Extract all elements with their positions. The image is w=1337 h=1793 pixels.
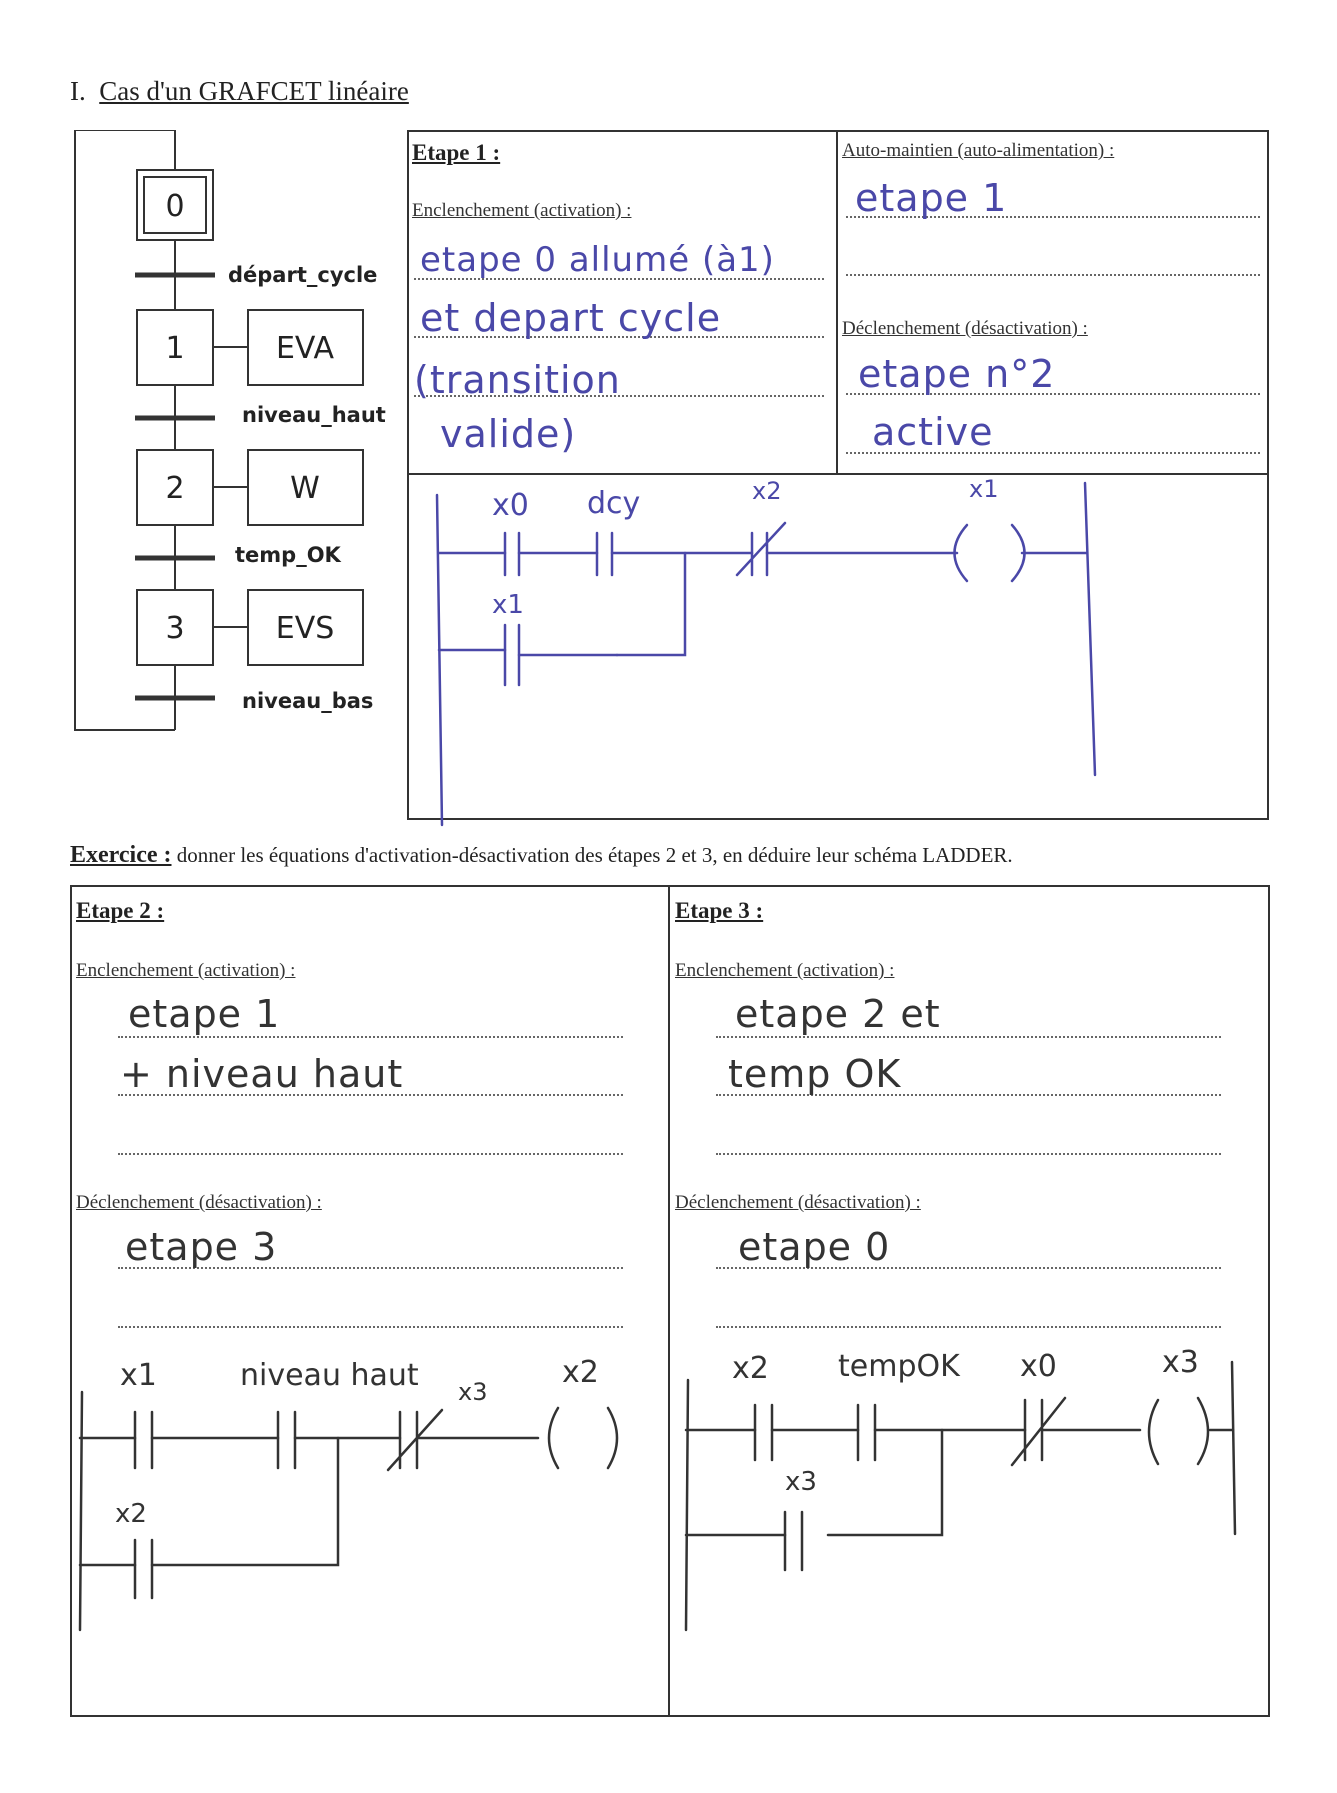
etape2-ladder-hold-contact bbox=[135, 1540, 152, 1598]
etape3-ladder-label-1: x2 bbox=[732, 1351, 769, 1386]
etape2-ladder-coil-right bbox=[608, 1408, 617, 1468]
grafcet-step-1-label: 1 bbox=[165, 331, 185, 366]
etape3-ladder-hold-label: x3 bbox=[785, 1467, 817, 1497]
section-number: I. bbox=[70, 76, 86, 106]
etape3-ladder-coil-label: x3 bbox=[1162, 1345, 1199, 1380]
etape1-enclenchement-line-4: valide) bbox=[440, 412, 577, 456]
grafcet-action-1-label: EVA bbox=[275, 331, 335, 366]
etape3-declenchement-label: Déclenchement (désactivation) : bbox=[675, 1192, 921, 1213]
etape1-ladder-right-rail bbox=[1085, 483, 1095, 775]
etape3-ladder-hold-contact bbox=[785, 1512, 802, 1570]
etape1-ladder-hold-label: x1 bbox=[492, 590, 524, 620]
etape2-ladder-label-1: x1 bbox=[120, 1358, 157, 1393]
etape1-ladder-left-rail bbox=[437, 495, 442, 825]
etape1-ladder-contact-2 bbox=[597, 533, 612, 575]
etape2-ladder-hold-label: x2 bbox=[115, 1499, 147, 1529]
etape3-ladder-coil-right bbox=[1198, 1398, 1208, 1464]
etape2-ladder-coil-label: x2 bbox=[562, 1355, 599, 1390]
etape3-ladder bbox=[670, 1340, 1268, 1640]
grafcet-step-2-label: 2 bbox=[165, 471, 185, 506]
etape1-declenchement-label: Déclenchement (désactivation) : bbox=[842, 318, 1088, 339]
etape1-ladder-hold-contact bbox=[505, 625, 519, 685]
etape1-auto-label: Auto-maintien (auto-alimentation) : bbox=[842, 140, 1115, 161]
etape3-ladder-contact-2 bbox=[858, 1405, 875, 1460]
etape2-ladder-contact-1 bbox=[135, 1412, 152, 1468]
etape1-auto-line-1: etape 1 bbox=[855, 176, 1008, 220]
exercice-label: Exercice : bbox=[70, 842, 172, 868]
etape1-ladder-label-2: dcy bbox=[587, 486, 641, 521]
etape2-enclenchement-line-2: + niveau haut bbox=[120, 1052, 404, 1096]
etape2-ladder-coil-left bbox=[549, 1408, 558, 1468]
etape1-declenchement-line-2: active bbox=[872, 410, 994, 454]
etape3-header: Etape 3 : bbox=[675, 898, 764, 923]
grafcet-transition-3-label: niveau_bas bbox=[242, 689, 374, 713]
etape1-enclenchement-label: Enclenchement (activation) : bbox=[412, 200, 632, 221]
grafcet-action-2-label: W bbox=[290, 471, 320, 506]
etape1-header: Etape 1 : bbox=[412, 140, 501, 165]
etape1-ladder-contact-1 bbox=[505, 533, 519, 575]
section-title bbox=[70, 76, 409, 107]
etape1-enclenchement-line-3: (transition bbox=[414, 358, 621, 402]
etape1-ladder-contact-3 bbox=[737, 523, 785, 575]
grafcet-transition-2-label: temp_OK bbox=[235, 543, 341, 567]
etape3-ladder-label-2: tempOK bbox=[838, 1349, 960, 1384]
etape2-ladder-contact-2 bbox=[278, 1412, 295, 1468]
etape3-enclenchement-label: Enclenchement (activation) : bbox=[675, 960, 895, 981]
etape1-column-divider bbox=[836, 130, 838, 473]
grafcet-loop-line bbox=[75, 130, 175, 730]
etape2-ladder-label-2: niveau haut bbox=[240, 1358, 419, 1393]
etape1-ladder-label-1: x0 bbox=[492, 488, 529, 523]
etape2-enclenchement-line-1: etape 1 bbox=[128, 992, 281, 1036]
etape3-ladder-left-rail bbox=[686, 1380, 688, 1630]
section-title-text: Cas d'un GRAFCET linéaire bbox=[99, 76, 409, 106]
etape2-ladder-left-rail bbox=[80, 1392, 82, 1630]
etape3-declenchement-line-1: etape 0 bbox=[738, 1225, 891, 1269]
etape2-ladder bbox=[70, 1340, 668, 1640]
etape2-ladder-contact-3 bbox=[388, 1410, 442, 1470]
exercice-instruction bbox=[70, 842, 1013, 869]
etape3-ladder-contact-1 bbox=[755, 1405, 772, 1460]
etape3-ladder-right-rail bbox=[1232, 1362, 1235, 1534]
grafcet-transition-1-label: niveau_haut bbox=[242, 403, 386, 427]
etape2-ladder-label-3: x3 bbox=[458, 1378, 488, 1406]
etape2-declenchement-label: Déclenchement (désactivation) : bbox=[76, 1192, 322, 1213]
etape2-enclenchement-label: Enclenchement (activation) : bbox=[76, 960, 296, 981]
etape2-header: Etape 2 : bbox=[76, 898, 165, 923]
etape3-ladder-coil-left bbox=[1149, 1400, 1158, 1464]
etape1-declenchement-line-1: etape n°2 bbox=[858, 352, 1056, 396]
grafcet-step-0-label: 0 bbox=[165, 189, 185, 224]
etape1-ladder-label-3: x2 bbox=[752, 477, 782, 505]
etape3-enclenchement-line-1: etape 2 et bbox=[735, 992, 941, 1036]
etape3-enclenchement-line-2: temp OK bbox=[728, 1052, 902, 1096]
etape3-ladder-contact-3 bbox=[1012, 1398, 1065, 1465]
etape1-enclenchement-line-1: etape 0 allumé (à1) bbox=[420, 240, 775, 280]
grafcet-transition-0-label: départ_cycle bbox=[228, 263, 378, 287]
etape1-ladder bbox=[407, 475, 1269, 835]
etape1-ladder-coil-label: x1 bbox=[969, 475, 999, 503]
grafcet-action-3-label: EVS bbox=[275, 611, 335, 646]
etape3-ladder-label-3: x0 bbox=[1020, 1349, 1057, 1384]
grafcet-step-3-label: 3 bbox=[165, 611, 185, 646]
exercice-text: donner les équations d'activation-désactivation des étapes 2 et 3, en déduire leur schéma LADDER. bbox=[176, 843, 1013, 867]
grafcet-diagram bbox=[60, 130, 400, 740]
etape1-enclenchement-line-2: et depart cycle bbox=[420, 296, 722, 340]
etape2-declenchement-line-1: etape 3 bbox=[125, 1225, 278, 1269]
